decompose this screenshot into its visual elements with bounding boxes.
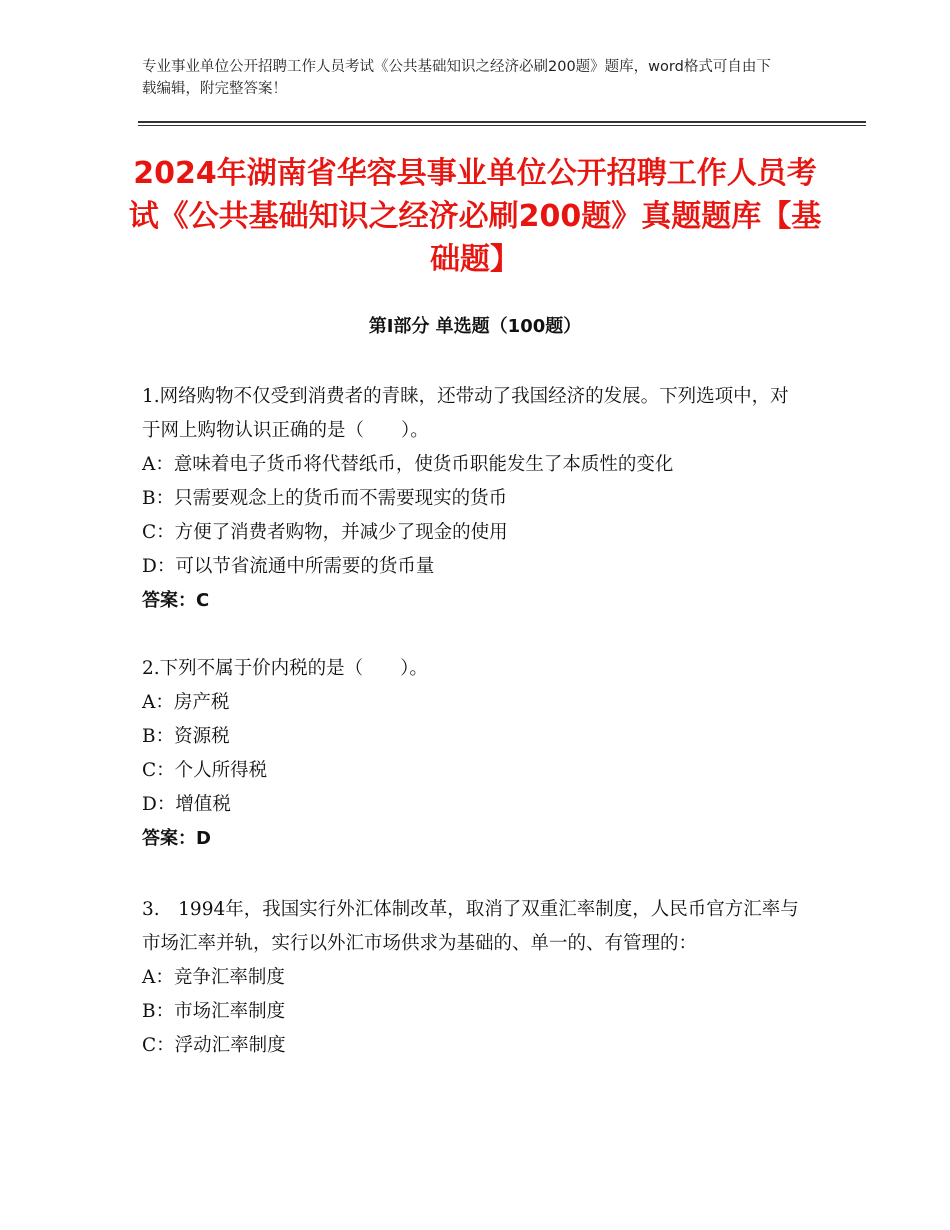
question-stem: 1.网络购物不仅受到消费者的青睐，还带动了我国经济的发展。下列选项中，对于网上购物认识正确的是（ ）。: [142, 386, 789, 441]
option-d: D：可以节省流通中所需要的货币量: [142, 556, 435, 577]
option-c: C：浮动汇率制度: [142, 1035, 286, 1056]
answer: 答案：D: [142, 828, 211, 849]
option-b: B：资源税: [142, 726, 230, 747]
question-3: [142, 893, 802, 1063]
answer: 答案：C: [142, 590, 210, 611]
question-2: [142, 652, 802, 856]
option-d: D：增值税: [142, 794, 231, 815]
option-a: A：竞争汇率制度: [142, 967, 285, 988]
question-stem: 2.下列不属于价内税的是（ ）。: [142, 658, 428, 679]
header-divider-thick: [138, 121, 866, 123]
option-a: A：房产税: [142, 692, 230, 713]
option-c: C：个人所得税: [142, 760, 268, 781]
section-heading: 第Ⅰ部分 单选题（100题）: [368, 316, 582, 337]
option-b: B：只需要观念上的货币而不需要现实的货币: [142, 488, 508, 509]
option-a: A：意味着电子货币将代替纸币，使货币职能发生了本质性的变化: [142, 454, 674, 475]
option-c: C：方便了消费者购物，并减少了现金的使用: [142, 522, 508, 543]
document-title: 2024年湖南省华容县事业单位公开招聘工作人员考试《公共基础知识之经济必刷200题》真题题库【基础题】: [128, 156, 822, 277]
option-b: B：市场汇率制度: [142, 1001, 286, 1022]
header-note: 专业事业单位公开招聘工作人员考试《公共基础知识之经济必刷200题》题库，word格式可自由下载编辑，附完整答案！: [142, 59, 771, 97]
question-stem: 3. 1994年，我国实行外汇体制改革，取消了双重汇率制度，人民币官方汇率与市场汇率并轨，实行以外汇市场供求为基础的、单一的、有管理的：: [142, 899, 799, 954]
header-divider-thin: [138, 125, 866, 126]
question-1: [142, 380, 802, 618]
